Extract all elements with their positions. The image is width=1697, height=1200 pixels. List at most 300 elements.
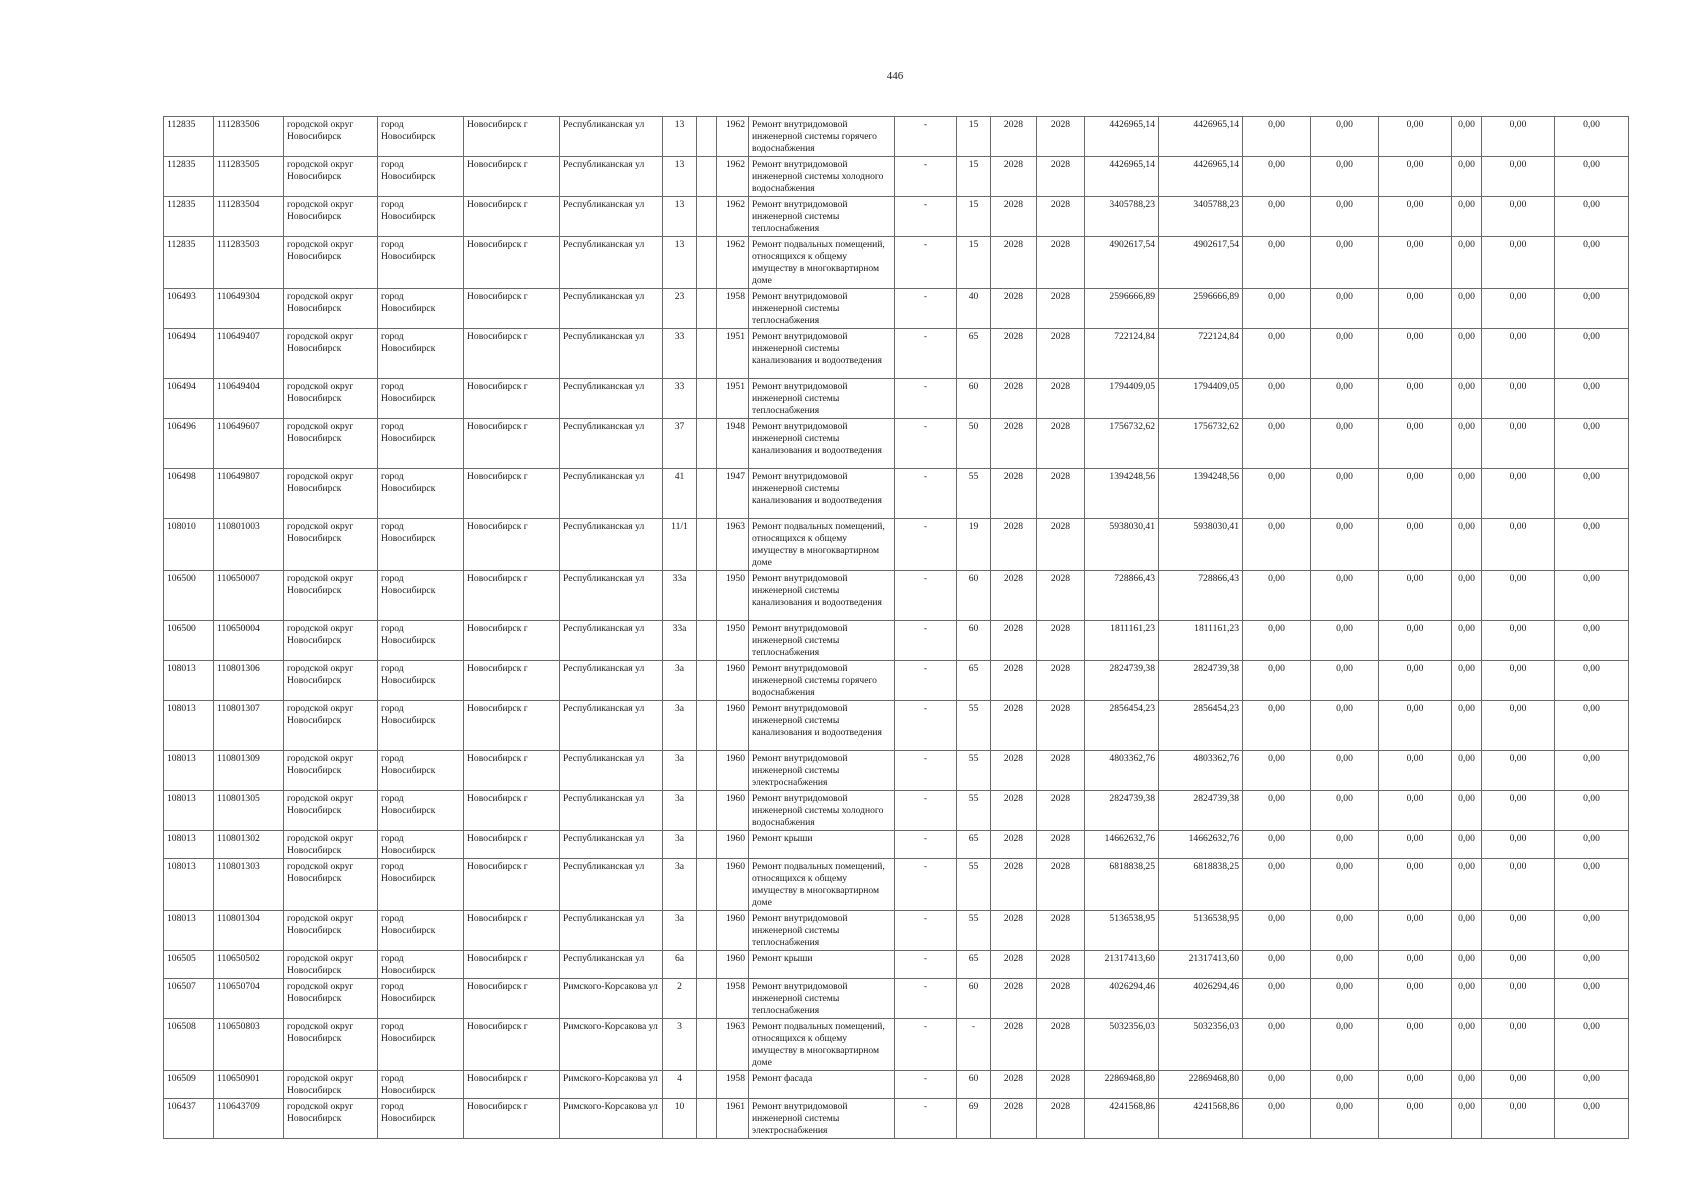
cell-total-cost: 4426965,14 bbox=[1085, 117, 1159, 157]
cell-fund-cost: 3405788,23 bbox=[1159, 197, 1243, 237]
cell-house-number: 6а bbox=[663, 951, 697, 979]
cell-fund-cost: 728866,43 bbox=[1159, 571, 1243, 621]
cell-element-id: 110801303 bbox=[214, 859, 284, 911]
cell-building bbox=[697, 329, 717, 379]
cell-building bbox=[697, 661, 717, 701]
cell-plan-year-end: 2028 bbox=[1037, 379, 1085, 419]
cell-total-cost: 1794409,05 bbox=[1085, 379, 1159, 419]
cell-wear-percent: 69 bbox=[957, 1099, 991, 1139]
cell-total-cost: 5938030,41 bbox=[1085, 519, 1159, 571]
cell-year-built: 1947 bbox=[717, 469, 749, 519]
cell-element-id: 110801306 bbox=[214, 661, 284, 701]
cell-wear-percent: 55 bbox=[957, 911, 991, 951]
cell-plan-year-end: 2028 bbox=[1037, 751, 1085, 791]
cell-municipality: городской округ Новосибирск bbox=[284, 379, 378, 419]
cell-year-built: 1963 bbox=[717, 1019, 749, 1071]
cell-budget-federal: 0,00 bbox=[1243, 329, 1311, 379]
cell-street: Республиканская ул bbox=[560, 237, 663, 289]
cell-building bbox=[697, 701, 717, 751]
cell-year-built: 1951 bbox=[717, 379, 749, 419]
cell-municipality: городской округ Новосибирск bbox=[284, 661, 378, 701]
cell-fund-cost: 4026294,46 bbox=[1159, 979, 1243, 1019]
cell-city: Новосибирск г bbox=[464, 519, 560, 571]
cell-other-sources: 0,00 bbox=[1555, 289, 1629, 329]
cell-budget-federal: 0,00 bbox=[1243, 859, 1311, 911]
cell-wear-percent: 50 bbox=[957, 419, 991, 469]
cell-budget-local: 0,00 bbox=[1379, 329, 1452, 379]
cell-col-other: 0,00 bbox=[1452, 911, 1482, 951]
cell-settlement: город Новосибирск bbox=[378, 791, 464, 831]
cell-street: Республиканская ул bbox=[560, 751, 663, 791]
cell-municipality: городской округ Новосибирск bbox=[284, 1071, 378, 1099]
cell-fund-cost: 5136538,95 bbox=[1159, 911, 1243, 951]
cell-house-number: 23 bbox=[663, 289, 697, 329]
cell-street: Республиканская ул bbox=[560, 117, 663, 157]
cell-budget-local: 0,00 bbox=[1379, 859, 1452, 911]
cell-owners-funds: 0,00 bbox=[1482, 469, 1555, 519]
cell-fund-cost: 5938030,41 bbox=[1159, 519, 1243, 571]
cell-budget-regional: 0,00 bbox=[1311, 329, 1379, 379]
table-row bbox=[164, 289, 1629, 329]
cell-wear-percent: 15 bbox=[957, 197, 991, 237]
cell-other-sources: 0,00 bbox=[1555, 911, 1629, 951]
cell-budget-federal: 0,00 bbox=[1243, 469, 1311, 519]
cell-wear-percent: 65 bbox=[957, 951, 991, 979]
cell-owners-funds: 0,00 bbox=[1482, 1099, 1555, 1139]
cell-fund-cost: 4426965,14 bbox=[1159, 117, 1243, 157]
cell-settlement: город Новосибирск bbox=[378, 859, 464, 911]
cell-settlement: город Новосибирск bbox=[378, 289, 464, 329]
cell-col-dash: - bbox=[895, 979, 957, 1019]
cell-wear-percent: 55 bbox=[957, 859, 991, 911]
cell-budget-regional: 0,00 bbox=[1311, 379, 1379, 419]
cell-street: Республиканская ул bbox=[560, 859, 663, 911]
cell-work-type: Ремонт внутридомовой инженерной системы горячего водоснабжения bbox=[749, 661, 895, 701]
cell-col-other: 0,00 bbox=[1452, 117, 1482, 157]
cell-settlement: город Новосибирск bbox=[378, 1019, 464, 1071]
cell-total-cost: 2824739,38 bbox=[1085, 661, 1159, 701]
cell-house-id: 106507 bbox=[164, 979, 214, 1019]
cell-budget-regional: 0,00 bbox=[1311, 289, 1379, 329]
cell-budget-federal: 0,00 bbox=[1243, 751, 1311, 791]
cell-col-dash: - bbox=[895, 1019, 957, 1071]
cell-municipality: городской округ Новосибирск bbox=[284, 791, 378, 831]
cell-street: Республиканская ул bbox=[560, 419, 663, 469]
cell-settlement: город Новосибирск bbox=[378, 469, 464, 519]
cell-city: Новосибирск г bbox=[464, 289, 560, 329]
cell-building bbox=[697, 621, 717, 661]
cell-street: Республиканская ул bbox=[560, 951, 663, 979]
cell-col-other: 0,00 bbox=[1452, 831, 1482, 859]
cell-house-id: 108013 bbox=[164, 791, 214, 831]
cell-work-type: Ремонт внутридомовой инженерной системы канализования и водоотведения bbox=[749, 419, 895, 469]
cell-budget-local: 0,00 bbox=[1379, 1071, 1452, 1099]
cell-plan-year-end: 2028 bbox=[1037, 791, 1085, 831]
cell-building bbox=[697, 1099, 717, 1139]
cell-col-dash: - bbox=[895, 701, 957, 751]
cell-budget-local: 0,00 bbox=[1379, 751, 1452, 791]
cell-city: Новосибирск г bbox=[464, 831, 560, 859]
cell-building bbox=[697, 859, 717, 911]
cell-fund-cost: 1811161,23 bbox=[1159, 621, 1243, 661]
cell-element-id: 110649407 bbox=[214, 329, 284, 379]
cell-fund-cost: 14662632,76 bbox=[1159, 831, 1243, 859]
cell-fund-cost: 4902617,54 bbox=[1159, 237, 1243, 289]
cell-budget-local: 0,00 bbox=[1379, 1099, 1452, 1139]
cell-city: Новосибирск г bbox=[464, 1099, 560, 1139]
cell-house-id: 108013 bbox=[164, 831, 214, 859]
cell-col-other: 0,00 bbox=[1452, 951, 1482, 979]
cell-work-type: Ремонт внутридомовой инженерной системы теплоснабжения bbox=[749, 621, 895, 661]
cell-work-type: Ремонт внутридомовой инженерной системы теплоснабжения bbox=[749, 911, 895, 951]
cell-plan-year-end: 2028 bbox=[1037, 289, 1085, 329]
cell-street: Республиканская ул bbox=[560, 469, 663, 519]
cell-budget-local: 0,00 bbox=[1379, 1019, 1452, 1071]
cell-other-sources: 0,00 bbox=[1555, 701, 1629, 751]
cell-element-id: 110650007 bbox=[214, 571, 284, 621]
cell-fund-cost: 2824739,38 bbox=[1159, 791, 1243, 831]
cell-plan-year-end: 2028 bbox=[1037, 1099, 1085, 1139]
cell-city: Новосибирск г bbox=[464, 951, 560, 979]
cell-fund-cost: 2856454,23 bbox=[1159, 701, 1243, 751]
cell-element-id: 110649607 bbox=[214, 419, 284, 469]
cell-work-type: Ремонт крыши bbox=[749, 831, 895, 859]
cell-col-dash: - bbox=[895, 1099, 957, 1139]
cell-wear-percent: 65 bbox=[957, 661, 991, 701]
cell-other-sources: 0,00 bbox=[1555, 621, 1629, 661]
cell-budget-federal: 0,00 bbox=[1243, 621, 1311, 661]
table-row bbox=[164, 157, 1629, 197]
cell-budget-regional: 0,00 bbox=[1311, 469, 1379, 519]
cell-element-id: 111283504 bbox=[214, 197, 284, 237]
cell-wear-percent: 55 bbox=[957, 701, 991, 751]
cell-year-built: 1962 bbox=[717, 117, 749, 157]
cell-settlement: город Новосибирск bbox=[378, 701, 464, 751]
table-row bbox=[164, 701, 1629, 751]
cell-municipality: городской округ Новосибирск bbox=[284, 911, 378, 951]
cell-total-cost: 1394248,56 bbox=[1085, 469, 1159, 519]
cell-municipality: городской округ Новосибирск bbox=[284, 289, 378, 329]
cell-col-other: 0,00 bbox=[1452, 419, 1482, 469]
cell-col-other: 0,00 bbox=[1452, 469, 1482, 519]
cell-house-number: 33а bbox=[663, 621, 697, 661]
cell-fund-cost: 22869468,80 bbox=[1159, 1071, 1243, 1099]
cell-house-id: 108013 bbox=[164, 661, 214, 701]
cell-building bbox=[697, 157, 717, 197]
cell-budget-federal: 0,00 bbox=[1243, 157, 1311, 197]
cell-budget-federal: 0,00 bbox=[1243, 791, 1311, 831]
cell-building bbox=[697, 1071, 717, 1099]
cell-budget-regional: 0,00 bbox=[1311, 951, 1379, 979]
cell-street: Республиканская ул bbox=[560, 701, 663, 751]
cell-plan-year-start: 2028 bbox=[991, 519, 1037, 571]
cell-fund-cost: 1794409,05 bbox=[1159, 379, 1243, 419]
cell-fund-cost: 1756732,62 bbox=[1159, 419, 1243, 469]
cell-house-number: 3а bbox=[663, 831, 697, 859]
cell-work-type: Ремонт подвальных помещений, относящихся к общему имуществу в многоквартирном доме bbox=[749, 237, 895, 289]
cell-other-sources: 0,00 bbox=[1555, 831, 1629, 859]
cell-col-other: 0,00 bbox=[1452, 157, 1482, 197]
cell-city: Новосибирск г bbox=[464, 701, 560, 751]
cell-element-id: 111283505 bbox=[214, 157, 284, 197]
cell-municipality: городской округ Новосибирск bbox=[284, 237, 378, 289]
cell-col-other: 0,00 bbox=[1452, 197, 1482, 237]
cell-budget-federal: 0,00 bbox=[1243, 951, 1311, 979]
cell-house-number: 33а bbox=[663, 571, 697, 621]
cell-plan-year-start: 2028 bbox=[991, 157, 1037, 197]
cell-year-built: 1958 bbox=[717, 289, 749, 329]
cell-plan-year-end: 2028 bbox=[1037, 911, 1085, 951]
cell-work-type: Ремонт крыши bbox=[749, 951, 895, 979]
cell-work-type: Ремонт внутридомовой инженерной системы канализования и водоотведения bbox=[749, 329, 895, 379]
cell-settlement: город Новосибирск bbox=[378, 1071, 464, 1099]
cell-work-type: Ремонт внутридомовой инженерной системы холодного водоснабжения bbox=[749, 157, 895, 197]
cell-year-built: 1960 bbox=[717, 661, 749, 701]
cell-house-id: 106498 bbox=[164, 469, 214, 519]
cell-settlement: город Новосибирск bbox=[378, 621, 464, 661]
cell-building bbox=[697, 237, 717, 289]
cell-plan-year-start: 2028 bbox=[991, 791, 1037, 831]
cell-element-id: 110801304 bbox=[214, 911, 284, 951]
cell-col-dash: - bbox=[895, 469, 957, 519]
cell-year-built: 1962 bbox=[717, 157, 749, 197]
cell-municipality: городской округ Новосибирск bbox=[284, 157, 378, 197]
cell-owners-funds: 0,00 bbox=[1482, 661, 1555, 701]
cell-street: Республиканская ул bbox=[560, 289, 663, 329]
cell-budget-regional: 0,00 bbox=[1311, 197, 1379, 237]
cell-col-other: 0,00 bbox=[1452, 661, 1482, 701]
cell-house-number: 33 bbox=[663, 329, 697, 379]
cell-total-cost: 4241568,86 bbox=[1085, 1099, 1159, 1139]
cell-budget-federal: 0,00 bbox=[1243, 1071, 1311, 1099]
cell-element-id: 110801003 bbox=[214, 519, 284, 571]
cell-owners-funds: 0,00 bbox=[1482, 979, 1555, 1019]
cell-col-dash: - bbox=[895, 791, 957, 831]
cell-house-number: 10 bbox=[663, 1099, 697, 1139]
cell-budget-federal: 0,00 bbox=[1243, 911, 1311, 951]
cell-fund-cost: 1394248,56 bbox=[1159, 469, 1243, 519]
cell-budget-regional: 0,00 bbox=[1311, 157, 1379, 197]
cell-year-built: 1961 bbox=[717, 1099, 749, 1139]
cell-city: Новосибирск г bbox=[464, 751, 560, 791]
cell-plan-year-end: 2028 bbox=[1037, 237, 1085, 289]
cell-budget-regional: 0,00 bbox=[1311, 859, 1379, 911]
cell-budget-federal: 0,00 bbox=[1243, 1019, 1311, 1071]
cell-fund-cost: 2596666,89 bbox=[1159, 289, 1243, 329]
table-row bbox=[164, 621, 1629, 661]
cell-other-sources: 0,00 bbox=[1555, 1099, 1629, 1139]
cell-wear-percent: 60 bbox=[957, 571, 991, 621]
cell-budget-regional: 0,00 bbox=[1311, 979, 1379, 1019]
table-row bbox=[164, 661, 1629, 701]
cell-building bbox=[697, 831, 717, 859]
cell-owners-funds: 0,00 bbox=[1482, 197, 1555, 237]
cell-budget-local: 0,00 bbox=[1379, 791, 1452, 831]
cell-total-cost: 5032356,03 bbox=[1085, 1019, 1159, 1071]
cell-municipality: городской округ Новосибирск bbox=[284, 519, 378, 571]
cell-total-cost: 2824739,38 bbox=[1085, 791, 1159, 831]
cell-element-id: 110649304 bbox=[214, 289, 284, 329]
cell-element-id: 111283503 bbox=[214, 237, 284, 289]
cell-wear-percent: 55 bbox=[957, 791, 991, 831]
cell-building bbox=[697, 951, 717, 979]
cell-building bbox=[697, 1019, 717, 1071]
cell-fund-cost: 5032356,03 bbox=[1159, 1019, 1243, 1071]
cell-house-id: 106494 bbox=[164, 379, 214, 419]
cell-year-built: 1958 bbox=[717, 979, 749, 1019]
cell-element-id: 110801305 bbox=[214, 791, 284, 831]
cell-settlement: город Новосибирск bbox=[378, 751, 464, 791]
cell-wear-percent: 65 bbox=[957, 831, 991, 859]
cell-city: Новосибирск г bbox=[464, 791, 560, 831]
cell-year-built: 1950 bbox=[717, 571, 749, 621]
cell-street: Республиканская ул bbox=[560, 157, 663, 197]
cell-work-type: Ремонт внутридомовой инженерной системы горячего водоснабжения bbox=[749, 117, 895, 157]
cell-building bbox=[697, 117, 717, 157]
cell-budget-local: 0,00 bbox=[1379, 237, 1452, 289]
cell-plan-year-start: 2028 bbox=[991, 1071, 1037, 1099]
cell-municipality: городской округ Новосибирск bbox=[284, 751, 378, 791]
cell-total-cost: 5136538,95 bbox=[1085, 911, 1159, 951]
cell-plan-year-start: 2028 bbox=[991, 751, 1037, 791]
cell-wear-percent: 60 bbox=[957, 979, 991, 1019]
cell-budget-regional: 0,00 bbox=[1311, 1099, 1379, 1139]
cell-building bbox=[697, 519, 717, 571]
cell-municipality: городской округ Новосибирск bbox=[284, 701, 378, 751]
cell-plan-year-end: 2028 bbox=[1037, 831, 1085, 859]
cell-total-cost: 21317413,60 bbox=[1085, 951, 1159, 979]
table-row bbox=[164, 979, 1629, 1019]
cell-settlement: город Новосибирск bbox=[378, 979, 464, 1019]
cell-owners-funds: 0,00 bbox=[1482, 791, 1555, 831]
cell-work-type: Ремонт внутридомовой инженерной системы теплоснабжения bbox=[749, 979, 895, 1019]
cell-budget-regional: 0,00 bbox=[1311, 661, 1379, 701]
cell-budget-local: 0,00 bbox=[1379, 571, 1452, 621]
cell-house-number: 41 bbox=[663, 469, 697, 519]
cell-fund-cost: 4426965,14 bbox=[1159, 157, 1243, 197]
cell-year-built: 1958 bbox=[717, 1071, 749, 1099]
cell-city: Новосибирск г bbox=[464, 621, 560, 661]
cell-house-id: 112835 bbox=[164, 157, 214, 197]
cell-house-id: 106493 bbox=[164, 289, 214, 329]
cell-budget-local: 0,00 bbox=[1379, 419, 1452, 469]
cell-street: Римского-Корсакова ул bbox=[560, 979, 663, 1019]
cell-owners-funds: 0,00 bbox=[1482, 117, 1555, 157]
cell-plan-year-end: 2028 bbox=[1037, 701, 1085, 751]
cell-city: Новосибирск г bbox=[464, 237, 560, 289]
cell-total-cost: 2856454,23 bbox=[1085, 701, 1159, 751]
cell-col-other: 0,00 bbox=[1452, 751, 1482, 791]
cell-element-id: 110650004 bbox=[214, 621, 284, 661]
cell-budget-federal: 0,00 bbox=[1243, 979, 1311, 1019]
table-row bbox=[164, 379, 1629, 419]
page-number: 446 bbox=[886, 70, 904, 82]
cell-municipality: городской округ Новосибирск bbox=[284, 831, 378, 859]
cell-col-other: 0,00 bbox=[1452, 1019, 1482, 1071]
cell-col-other: 0,00 bbox=[1452, 979, 1482, 1019]
cell-city: Новосибирск г bbox=[464, 329, 560, 379]
cell-settlement: город Новосибирск bbox=[378, 661, 464, 701]
cell-total-cost: 728866,43 bbox=[1085, 571, 1159, 621]
cell-budget-regional: 0,00 bbox=[1311, 1071, 1379, 1099]
cell-settlement: город Новосибирск bbox=[378, 951, 464, 979]
cell-house-number: 3 bbox=[663, 1019, 697, 1071]
cell-wear-percent: 60 bbox=[957, 379, 991, 419]
cell-plan-year-start: 2028 bbox=[991, 1019, 1037, 1071]
cell-budget-federal: 0,00 bbox=[1243, 831, 1311, 859]
cell-other-sources: 0,00 bbox=[1555, 951, 1629, 979]
cell-work-type: Ремонт фасада bbox=[749, 1071, 895, 1099]
cell-plan-year-end: 2028 bbox=[1037, 661, 1085, 701]
cell-fund-cost: 4803362,76 bbox=[1159, 751, 1243, 791]
cell-owners-funds: 0,00 bbox=[1482, 1071, 1555, 1099]
cell-plan-year-end: 2028 bbox=[1037, 157, 1085, 197]
cell-col-dash: - bbox=[895, 951, 957, 979]
cell-house-id: 112835 bbox=[164, 237, 214, 289]
cell-building bbox=[697, 911, 717, 951]
cell-owners-funds: 0,00 bbox=[1482, 621, 1555, 661]
cell-element-id: 110649404 bbox=[214, 379, 284, 419]
cell-other-sources: 0,00 bbox=[1555, 791, 1629, 831]
cell-owners-funds: 0,00 bbox=[1482, 859, 1555, 911]
cell-house-id: 112835 bbox=[164, 117, 214, 157]
cell-budget-federal: 0,00 bbox=[1243, 197, 1311, 237]
cell-budget-regional: 0,00 bbox=[1311, 519, 1379, 571]
cell-budget-federal: 0,00 bbox=[1243, 1099, 1311, 1139]
cell-municipality: городской округ Новосибирск bbox=[284, 469, 378, 519]
cell-house-number: 13 bbox=[663, 117, 697, 157]
cell-element-id: 110643709 bbox=[214, 1099, 284, 1139]
cell-plan-year-start: 2028 bbox=[991, 859, 1037, 911]
cell-plan-year-start: 2028 bbox=[991, 1099, 1037, 1139]
cell-col-dash: - bbox=[895, 289, 957, 329]
cell-plan-year-start: 2028 bbox=[991, 979, 1037, 1019]
capital-repair-register-table bbox=[163, 116, 1629, 1139]
cell-budget-federal: 0,00 bbox=[1243, 379, 1311, 419]
cell-house-id: 106505 bbox=[164, 951, 214, 979]
cell-other-sources: 0,00 bbox=[1555, 237, 1629, 289]
cell-building bbox=[697, 791, 717, 831]
cell-year-built: 1962 bbox=[717, 197, 749, 237]
cell-budget-federal: 0,00 bbox=[1243, 289, 1311, 329]
cell-house-id: 106509 bbox=[164, 1071, 214, 1099]
cell-house-id: 106500 bbox=[164, 621, 214, 661]
cell-settlement: город Новосибирск bbox=[378, 571, 464, 621]
cell-city: Новосибирск г bbox=[464, 197, 560, 237]
cell-plan-year-start: 2028 bbox=[991, 117, 1037, 157]
cell-city: Новосибирск г bbox=[464, 571, 560, 621]
cell-budget-regional: 0,00 bbox=[1311, 1019, 1379, 1071]
cell-col-other: 0,00 bbox=[1452, 1071, 1482, 1099]
cell-owners-funds: 0,00 bbox=[1482, 289, 1555, 329]
cell-plan-year-end: 2028 bbox=[1037, 419, 1085, 469]
cell-work-type: Ремонт внутридомовой инженерной системы электроснабжения bbox=[749, 751, 895, 791]
cell-owners-funds: 0,00 bbox=[1482, 519, 1555, 571]
cell-house-id: 108013 bbox=[164, 701, 214, 751]
cell-budget-regional: 0,00 bbox=[1311, 571, 1379, 621]
cell-house-id: 106496 bbox=[164, 419, 214, 469]
cell-other-sources: 0,00 bbox=[1555, 117, 1629, 157]
cell-budget-local: 0,00 bbox=[1379, 379, 1452, 419]
cell-building bbox=[697, 379, 717, 419]
cell-plan-year-start: 2028 bbox=[991, 661, 1037, 701]
cell-house-id: 106508 bbox=[164, 1019, 214, 1071]
cell-plan-year-end: 2028 bbox=[1037, 1019, 1085, 1071]
cell-plan-year-end: 2028 bbox=[1037, 621, 1085, 661]
cell-budget-federal: 0,00 bbox=[1243, 237, 1311, 289]
cell-city: Новосибирск г bbox=[464, 1071, 560, 1099]
cell-other-sources: 0,00 bbox=[1555, 469, 1629, 519]
